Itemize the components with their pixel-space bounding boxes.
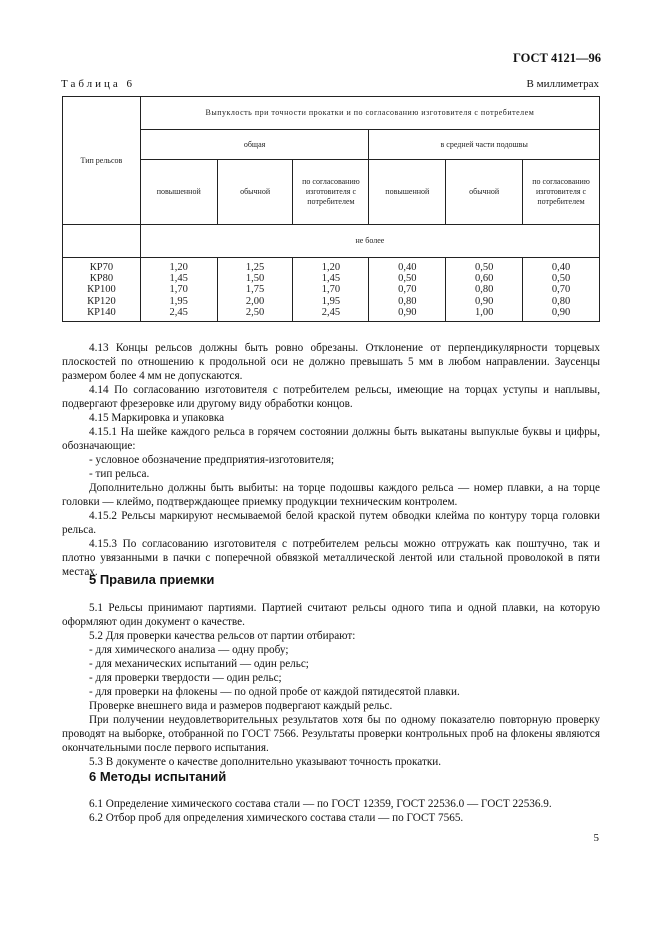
table-value: 0,50: [398, 273, 417, 285]
table-value: КР80: [89, 273, 114, 285]
rail-type-cell: [63, 258, 141, 322]
table-value: 0,50: [551, 273, 571, 285]
table-value: 1,70: [169, 284, 188, 296]
table-value: 2,50: [245, 306, 265, 318]
table-value: КР120: [87, 295, 116, 307]
table-value: 1,45: [321, 273, 341, 285]
col-header: по согласованию изготовителя с потребителем: [293, 160, 369, 225]
table-value: 1,50: [245, 273, 265, 285]
table-caption: Таблица 6: [61, 78, 136, 90]
paragraph: 4.15.1 На шейке каждого рельса в горячем состоянии должны быть выкатаны выпуклые буквы и цифры, обозначающие:: [62, 426, 600, 452]
paragraph: 4.15 Маркировка и упаковка: [89, 412, 225, 424]
paragraph: 6.2 Отбор проб для определения химического состава стали — по ГОСТ 7565.: [89, 812, 464, 824]
col-header: повышенной: [369, 160, 446, 225]
paragraph: Проверке внешнего вида и размеров подвергают каждый рельс.: [89, 700, 393, 712]
paragraph: 6.1 Определение химического состава стали — по ГОСТ 12359, ГОСТ 22536.0 — ГОСТ 22536.9.: [89, 798, 552, 810]
table-value: 2,45: [169, 306, 188, 318]
table-value: 0,60: [474, 273, 494, 285]
subgroup-general-header: общая: [140, 130, 369, 160]
table-value: 0,90: [551, 306, 571, 318]
table-units: В миллиметрах: [526, 78, 599, 90]
table-value: 1,20: [169, 262, 188, 273]
table-value: 0,50: [474, 262, 494, 273]
table-value: 0,80: [551, 295, 571, 307]
table-value: 1,00: [474, 306, 494, 318]
table-value: 0,90: [398, 306, 417, 318]
paragraph: - для проверки на флокены — по одной пробе от каждой пятидесятой плавки.: [89, 686, 460, 698]
value-cell: [140, 258, 217, 322]
paragraph: - условное обозначение предприятия-изготовителя;: [89, 454, 335, 466]
paragraph: - для механических испытаний — один рельс;: [89, 658, 309, 670]
paragraph: 4.14 По согласованию изготовителя с потребителем рельсы, имеющие на торцах уступы и наплывы, подвергают фрезеровке или другому виду обработки концов.: [62, 384, 600, 410]
section-5-heading-wrap: [62, 573, 600, 587]
subgroup-middle-header: в средней части подошвы: [369, 130, 600, 160]
col-header: повышенной: [140, 160, 217, 225]
paragraph: 4.13 Концы рельсов должны быть ровно обрезаны. Отклонение от перпендикулярности торцевых плоскостей по отношению к продольной оси не должно превышать 5 мм в любом направлении. Заусенцы размером более 4 мм не допускаются.: [62, 342, 600, 382]
section-6-heading: 6 Методы испытаний: [89, 769, 227, 784]
table-value: 0,80: [474, 284, 494, 296]
value-cell: [293, 258, 369, 322]
paragraph: При получении неудовлетворительных результатов хотя бы по одному показателю повторную проверку проводят на выборке, отобранной по ГОСТ 7566. Результаты проверки контрольных проб на флокены являются окончательными после первого испытания.: [62, 714, 600, 754]
table-value: 0,70: [551, 284, 571, 296]
table-value: 1,70: [321, 284, 341, 296]
col-header: обычной: [217, 160, 293, 225]
table-value: 1,75: [245, 284, 265, 296]
paragraph: 4.15.2 Рельсы маркируют несмываемой белой краской путем обводки клейма по контуру торца головки рельса.: [62, 510, 600, 536]
table-value: 1,20: [321, 262, 341, 273]
paragraph: 5.1 Рельсы принимают партиями. Партией считают рельсы одного типа и одной плавки, на которую оформляют один документ о качестве.: [62, 602, 600, 628]
section-4-text: [62, 341, 600, 579]
table-value: КР140: [87, 306, 116, 318]
table-value: 0,70: [398, 284, 417, 296]
table-value: 1,95: [169, 295, 188, 307]
table-value: 0,80: [398, 295, 417, 307]
not-more-header: не более: [140, 225, 599, 258]
table-value: 0,40: [398, 262, 417, 273]
section-5-heading: 5 Правила приемки: [89, 572, 215, 587]
value-cell: [446, 258, 523, 322]
paragraph: Дополнительно должны быть выбиты: на торце подошвы каждого рельса — номер плавки, а на торце головки — клеймо, подтверждающее приемку продукции техническим контролем.: [62, 482, 600, 508]
table-value: 0,90: [474, 295, 494, 307]
section-5-text: [62, 601, 600, 769]
page-number: 5: [593, 832, 599, 844]
table-value: КР70: [89, 262, 114, 273]
paragraph: - для химического анализа — одну пробу;: [89, 644, 289, 656]
col-header: по согласованию изготовителя с потребителем: [523, 160, 600, 225]
value-cell: [523, 258, 600, 322]
col-rail-type-header: Тип рельсов: [63, 97, 141, 225]
table-value: 1,25: [245, 262, 265, 273]
rail-convexity-table: [62, 96, 600, 322]
paragraph: - для проверки твердости — один рельс;: [89, 672, 282, 684]
paragraph: 5.2 Для проверки качества рельсов от партии отбирают:: [89, 630, 356, 642]
paragraph: 5.3 В документе о качестве дополнительно указывают точность прокатки.: [89, 756, 442, 768]
value-cell: [369, 258, 446, 322]
table-value: 2,45: [321, 306, 341, 318]
section-6-heading-wrap: [62, 770, 600, 784]
paragraph: 4.15.3 По согласованию изготовителя с потребителем рельсы можно отгружать как поштучно, так и плотно увязанными в пачки с поперечной обвязкой металлической лентой или стальной проволокой в пяти местах.: [62, 538, 600, 578]
section-6-text: [62, 797, 600, 825]
col-header: обычной: [446, 160, 523, 225]
table-value: 2,00: [245, 295, 265, 307]
table-value: 1,95: [321, 295, 341, 307]
table-value: 1,45: [169, 273, 188, 285]
value-cell: [217, 258, 293, 322]
document-id: ГОСТ 4121—96: [512, 51, 601, 65]
table-value: КР100: [87, 284, 116, 296]
table-value: 0,40: [551, 262, 571, 273]
paragraph: - тип рельса.: [89, 468, 150, 480]
table-body-row: [63, 258, 600, 322]
group-header: Выпуклость при точности прокатки и по согласованию изготовителя с потребителем: [140, 97, 599, 130]
empty-cell: [63, 225, 141, 258]
